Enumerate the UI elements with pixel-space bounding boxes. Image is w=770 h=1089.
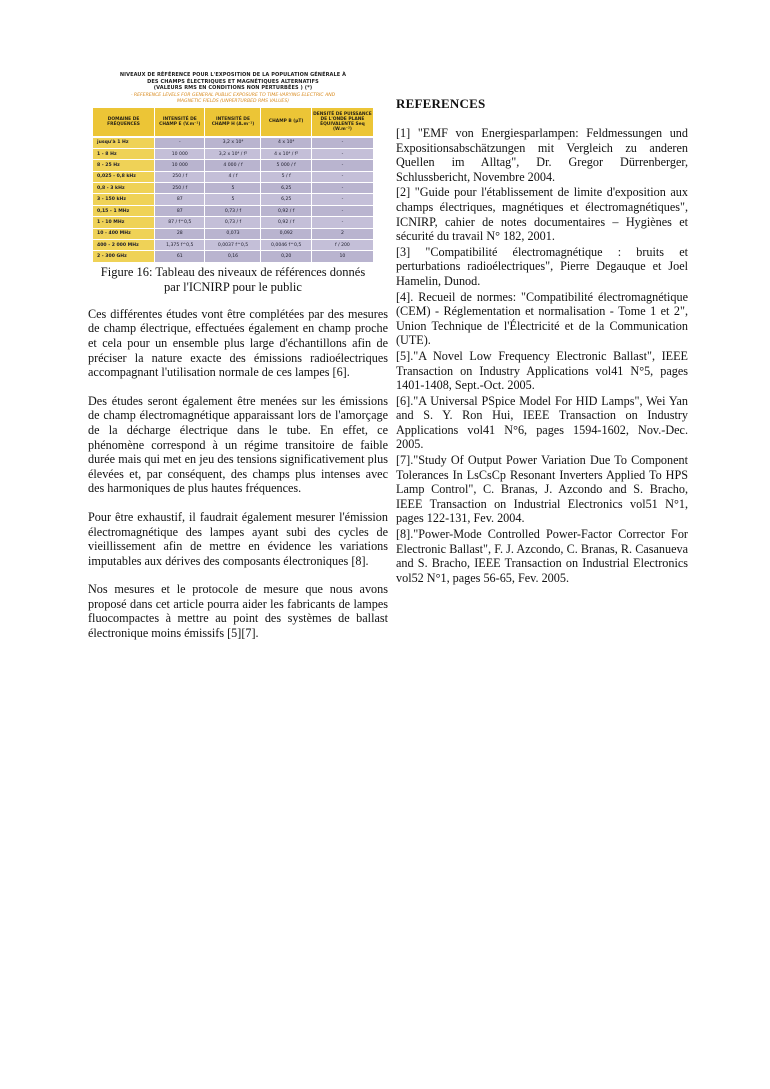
figure-header: [93, 72, 373, 105]
table-cell: 0,0037 f^0,5: [205, 240, 261, 251]
caption-line: par l'ICNIRP pour le public: [164, 279, 302, 294]
figure-16: [93, 72, 373, 295]
table-row: [93, 228, 373, 239]
table-cell: 6,25: [261, 194, 311, 205]
table-cell: -: [311, 205, 373, 216]
figure-subtitle-line: - REFERENCE LEVELS FOR GENERAL PUBLIC EXPOSURE TO TIME-VARYING ELECTRIC AND: [130, 92, 336, 98]
table-cell: 2: [311, 228, 373, 239]
table-cell: 4 x 10⁴ / f²: [261, 148, 311, 159]
table-cell: 87 / f^0,5: [155, 217, 205, 228]
table-cell: 5: [205, 183, 261, 194]
table-row: [93, 251, 373, 262]
body-paragraph: Nos mesures et le protocole de mesure que nous avons proposé dans cet article pourra aider les fabricants de lampes fluocompactes à mettre au point des systèmes de ballast électronique moins émissifs [5][7].: [88, 582, 388, 641]
table-cell: 0,0046 f^0,5: [261, 240, 311, 251]
table-cell: 3,2 x 10⁴: [205, 137, 261, 149]
table-row: [93, 160, 373, 171]
frequency-range-cell: 0,15 - 1 MHz: [93, 205, 155, 216]
table-cell: 87: [155, 194, 205, 205]
figure-subtitle-line: MAGNETIC FIELDS (UNPERTURBED RMS VALUES): [176, 98, 290, 104]
table-cell: 5 000 / f: [261, 160, 311, 171]
figure-title-line: DES CHAMPS ÉLECTRIQUES ET MAGNÉTIQUES ALTERNATIFS: [147, 78, 319, 85]
column-header: INTENSITÉ DE CHAMP H (A.m⁻¹): [205, 108, 261, 137]
table-cell: 0,92 / f: [261, 205, 311, 216]
table-cell: 4 / f: [205, 171, 261, 182]
table-cell: -: [311, 137, 373, 149]
table-header-row: [93, 108, 373, 137]
reference-item: [7]."Study Of Output Power Variation Due To Component Tolerances In LsCsCp Resonant Inverters Applied To HPS Lamp Control", C. Branas, J. Azcondo and S. Bracho, IEEE Transaction on Industrial Electronics vol51 N°1, pages 122-131, Fev. 2004.: [396, 453, 688, 526]
references-heading: REFERENCES: [396, 96, 486, 111]
reference-item: [1] "EMF von Energiesparlampen: Feldmessungen und Expositionsabschätzungen mit Vergleich zu anderen Quellen im Alltag", Dr. Gregor Dürrenberger, Schlussbericht, Novembre 2004.: [396, 126, 688, 184]
table-row: [93, 137, 373, 149]
table-cell: -: [311, 148, 373, 159]
figure-caption: [93, 265, 373, 295]
reference-item: [4]. Recueil de normes: "Compatibilité électromagnétique (CEM) - Réglementation et normalisation - Tome 1 et 2", Union Technique de l'Électricité et de la Communication (UTE).: [396, 289, 688, 348]
table-row: [93, 205, 373, 216]
column-header: DOMAINE DE FRÉQUENCES: [93, 108, 155, 137]
table-cell: 10: [311, 251, 373, 262]
frequency-range-cell: 0,025 - 0,8 kHz: [93, 171, 155, 182]
right-column: [396, 96, 688, 586]
frequency-range-cell: 8 - 25 Hz: [93, 160, 155, 171]
table-row: [93, 171, 373, 182]
column-header: DENSITÉ DE PUISSANCE DE L'ONDE PLANE ÉQUIVALENTE Seq (W.m⁻²): [311, 108, 373, 137]
table-cell: 0,16: [205, 251, 261, 262]
table-cell: 0,73 / f: [205, 217, 261, 228]
frequency-range-cell: 3 - 150 kHz: [93, 194, 155, 205]
table-row: [93, 240, 373, 251]
table-cell: -: [311, 183, 373, 194]
figure-subtitle: [93, 93, 373, 105]
body-paragraph: Des études seront également être menées sur les émissions de champ électromagnétique apparaissant lors de l'amorçage de la décharge électrique dans le tube. En effet, ce phénomène correspond à un régime transitoire de faible durée mais qui met en jeu des tensions significativement plus élevées et, par conséquent, des champs plus intenses avec des harmoniques de plus hautes fréquences.: [88, 393, 388, 496]
table-cell: -: [155, 137, 205, 149]
frequency-range-cell: 1 - 8 Hz: [93, 148, 155, 159]
reference-item: [5]."A Novel Low Frequency Electronic Ballast", IEEE Transaction on Industry Applications vol41 N°5, pages 1401-1408, Sept.-Oct. 2005.: [396, 348, 688, 393]
table-cell: -: [311, 217, 373, 228]
frequency-range-cell: 1 - 10 MHz: [93, 217, 155, 228]
figure-title-line: (VALEURS RMS EN CONDITIONS NON PERTURBÉES ) (*): [153, 85, 313, 91]
reference-item: [6]."A Universal PSpice Model For HID Lamps", Wei Yan and S. Y. Ron Hui, IEEE Transaction on Industry Applications vol41 N°6, pages 1594-1602, Nov.-Dec. 2005.: [396, 393, 688, 452]
reference-levels-table: [93, 108, 373, 263]
table-cell: 6,25: [261, 183, 311, 194]
caption-line: Figure 16: Tableau des niveaux de références donnés: [100, 264, 366, 279]
column-header: CHAMP B (µT): [261, 108, 311, 137]
table-cell: 5 / f: [261, 171, 311, 182]
table-cell: 250 / f: [155, 183, 205, 194]
reference-item: [3] "Compatibilité électromagnétique : bruits et perturbations radioélectriques", Pierre Degauque et Joel Hamelin, Dunod.: [396, 244, 688, 288]
frequency-range-cell: 0,8 - 3 kHz: [93, 183, 155, 194]
table-cell: -: [311, 160, 373, 171]
frequency-range-cell: 2 - 300 GHz: [93, 251, 155, 262]
table-cell: 0,20: [261, 251, 311, 262]
figure-title-line: NIVEAUX DE RÉFÉRENCE POUR L'EXPOSITION DE LA POPULATION GÉNÉRALE À: [119, 72, 347, 78]
table-cell: 4 000 / f: [205, 160, 261, 171]
frequency-range-cell: jusqu'à 1 Hz: [93, 137, 155, 149]
left-column: [88, 72, 388, 655]
table-cell: 0,092: [261, 228, 311, 239]
table-cell: 10 000: [155, 148, 205, 159]
table-cell: 10 000: [155, 160, 205, 171]
reference-list: [396, 126, 688, 585]
column-header: INTENSITÉ DE CHAMP E (V.m⁻¹): [155, 108, 205, 137]
table-cell: 250 / f: [155, 171, 205, 182]
table-row: [93, 217, 373, 228]
frequency-range-cell: 400 - 2 000 MHz: [93, 240, 155, 251]
table-body: [93, 137, 373, 263]
table-cell: -: [311, 194, 373, 205]
frequency-range-cell: 10 - 400 MHz: [93, 228, 155, 239]
table-cell: 61: [155, 251, 205, 262]
table-cell: 0,073: [205, 228, 261, 239]
figure-title: [93, 72, 373, 92]
table-cell: 28: [155, 228, 205, 239]
table-cell: f / 200: [311, 240, 373, 251]
table-row: [93, 194, 373, 205]
reference-item: [8]."Power-Mode Controlled Power-Factor Corrector For Electronic Ballast", F. J. Azcondo, C. Branas, R. Casanueva and S. Bracho, IEEE Transaction on Industrial Electronics vol52 N°1, pages 56-65, Fev. 2005.: [396, 527, 688, 585]
table-cell: 4 x 10⁴: [261, 137, 311, 149]
body-paragraph: Ces différentes études vont être complétées par des mesures de champ électrique, effectuées également en champ proche et cela pour un ensemble plus large d'échantillons afin de préciser la nature exacte des émissions radioélectriques accompagnant l'utilisation normale de ces lampes [6].: [88, 306, 388, 380]
table-cell: 0,73 / f: [205, 205, 261, 216]
table-cell: -: [311, 171, 373, 182]
body-paragraph: Pour être exhaustif, il faudrait également mesurer l'émission électromagnétique des lampes ayant subi des cycles de vieillissement afin de mettre en évidence les variations imputables aux dérives des composants électroniques [8].: [88, 509, 388, 568]
table-row: [93, 183, 373, 194]
table-cell: 87: [155, 205, 205, 216]
table-cell: 1,375 f^0,5: [155, 240, 205, 251]
table-cell: 3,2 x 10⁴ / f²: [205, 148, 261, 159]
reference-item: [2] "Guide pour l'établissement de limite d'exposition aux champs électriques, magnétiques et électromagnétiques", ICNIRP, cahier de notes documentaires – Hygiènes et sécurité du travail N° 182, 2001.: [396, 185, 688, 244]
table-cell: 0,92 / f: [261, 217, 311, 228]
table-row: [93, 148, 373, 159]
table-cell: 5: [205, 194, 261, 205]
